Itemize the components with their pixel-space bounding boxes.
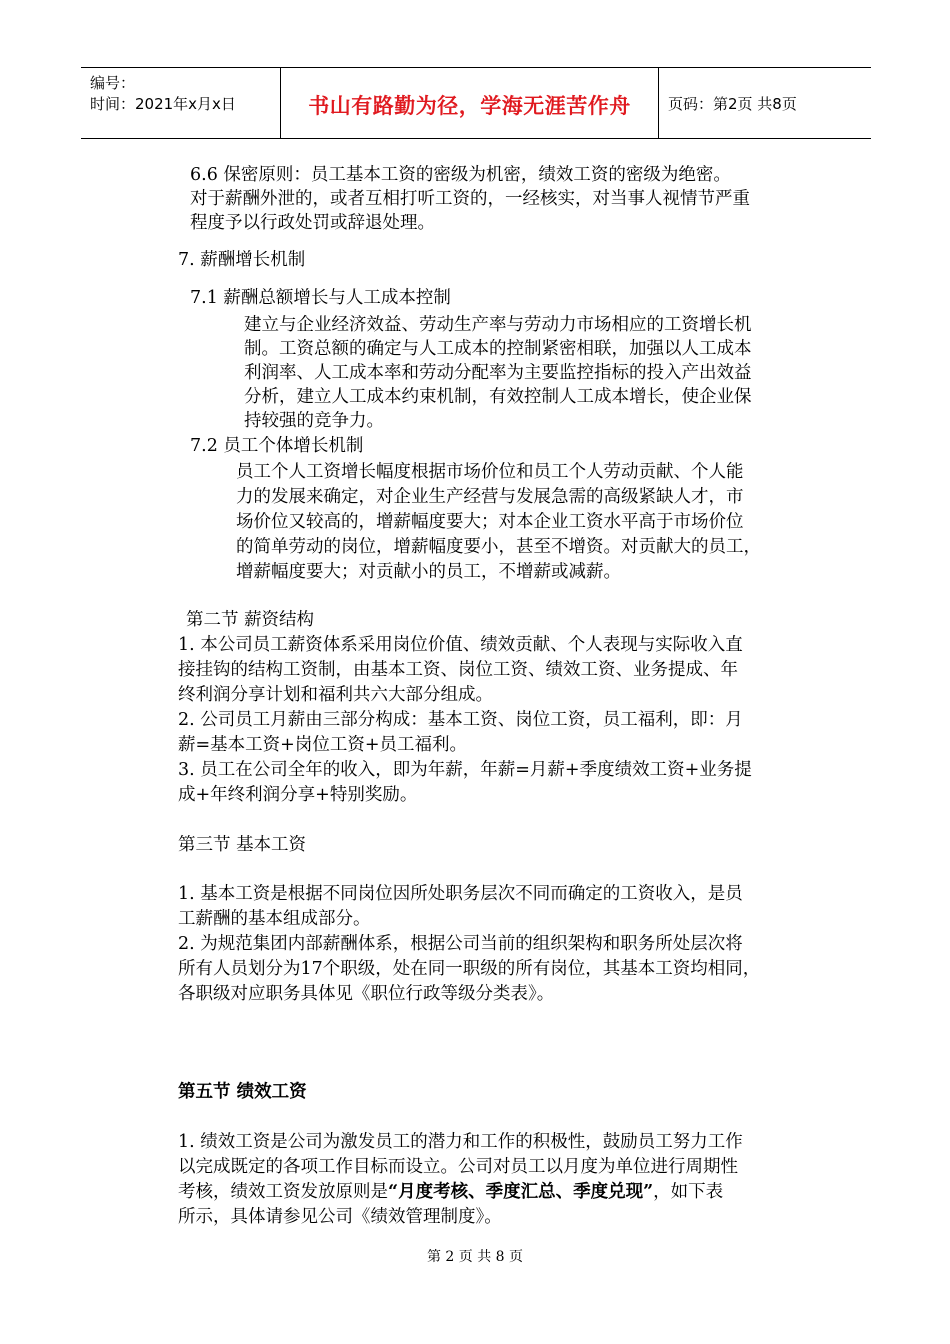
- para-line: 3. 员工在公司全年的收入，即为年薪，年薪=月薪+季度绩效工资+业务提: [178, 760, 752, 780]
- header-left-cell: [81, 68, 281, 138]
- emphasis-text: “月度考核、季度汇总、季度兑现”: [388, 1182, 654, 1202]
- para-line: 接挂钩的结构工资制，由基本工资、岗位工资、绩效工资、业务提成、年: [178, 660, 738, 680]
- para-line: 1. 基本工资是根据不同岗位因所处职务层次不同而确定的工资收入，是员: [178, 884, 743, 904]
- section-heading: 第二节 薪资结构: [186, 610, 315, 630]
- header-middle-cell: [281, 68, 659, 138]
- header-table: [81, 67, 871, 139]
- para-line: 程度予以行政处罚或辞退处理。: [190, 213, 435, 233]
- para-line: 的简单劳动的岗位，增薪幅度要小，甚至不增资。对贡献大的员工，: [236, 537, 761, 557]
- date-label: 时间：2021年x月x日: [90, 95, 236, 113]
- para-line: 员工个人工资增长幅度根据市场价位和员工个人劳动贡献、个人能: [236, 462, 744, 482]
- para-line: 6.6 保密原则：员工基本工资的密级为机密，绩效工资的密级为绝密。: [190, 165, 731, 185]
- header-right-cell: [659, 68, 871, 138]
- para-line: 工薪酬的基本组成部分。: [178, 909, 371, 929]
- para-line: 终利润分享计划和福利共六大部分组成。: [178, 685, 493, 705]
- page-footer: 第 2 页 共 8 页: [426, 1249, 524, 1265]
- section-heading: 7. 薪酬增长机制: [178, 250, 306, 270]
- header-page-info: 页码：第2页 共8页: [668, 95, 797, 113]
- para-line: 制。工资总额的确定与人工成本的控制紧密相联，加强以人工成本: [244, 339, 752, 359]
- para-line: 所有人员划分为17个职级，处在同一职级的所有岗位，其基本工资均相同，: [178, 959, 761, 979]
- para-text: 考核，绩效工资发放原则是: [178, 1182, 388, 1202]
- section-heading: 第三节 基本工资: [178, 835, 307, 855]
- para-line: 2. 公司员工月薪由三部分构成：基本工资、岗位工资，员工福利，即：月: [178, 710, 743, 730]
- subsection-heading: 7.2 员工个体增长机制: [190, 436, 364, 456]
- doc-number-label: 编号：: [90, 74, 136, 92]
- para-line: 2. 为规范集团内部薪酬体系，根据公司当前的组织架构和职务所处层次将: [178, 934, 743, 954]
- para-text: ，如下表: [653, 1182, 724, 1202]
- para-line: 成+年终利润分享+特别奖励。: [178, 785, 418, 805]
- para-line: 分析，建立人工成本约束机制，有效控制人工成本增长，使企业保: [244, 387, 752, 407]
- para-line: [178, 1180, 723, 1204]
- para-line: 持较强的竞争力。: [244, 411, 384, 431]
- para-line: 对于薪酬外泄的，或者互相打听工资的，一经核实，对当事人视情节严重: [190, 189, 750, 209]
- section-heading: 第五节 绩效工资: [178, 1082, 307, 1102]
- para-line: 1. 本公司员工薪资体系采用岗位价值、绩效贡献、个人表现与实际收入直: [178, 635, 743, 655]
- para-line: 各职级对应职务具体见《职位行政等级分类表》。: [178, 984, 555, 1004]
- para-line: 场价位又较高的，增薪幅度要大；对本企业工资水平高于市场价位: [236, 512, 744, 532]
- para-line: 建立与企业经济效益、劳动生产率与劳动力市场相应的工资增长机: [244, 315, 752, 335]
- para-line: 力的发展来确定，对企业生产经营与发展急需的高级紧缺人才，市: [236, 487, 744, 507]
- para-line: 1. 绩效工资是公司为激发员工的潜力和工作的积极性，鼓励员工努力工作: [178, 1132, 743, 1152]
- para-line: 增薪幅度要大；对贡献小的员工，不增薪或减薪。: [236, 562, 621, 582]
- para-line: 薪=基本工资+岗位工资+员工福利。: [178, 735, 467, 755]
- para-line: 所示，具体请参见公司《绩效管理制度》。: [178, 1207, 502, 1227]
- para-line: 利润率、人工成本率和劳动分配率为主要监控指标的投入产出效益: [244, 363, 752, 383]
- header-motto: 书山有路勤为径，学海无涯苦作舟: [308, 94, 631, 118]
- para-line: 以完成既定的各项工作目标而设立。公司对员工以月度为单位进行周期性: [178, 1157, 738, 1177]
- subsection-heading: 7.1 薪酬总额增长与人工成本控制: [190, 288, 451, 308]
